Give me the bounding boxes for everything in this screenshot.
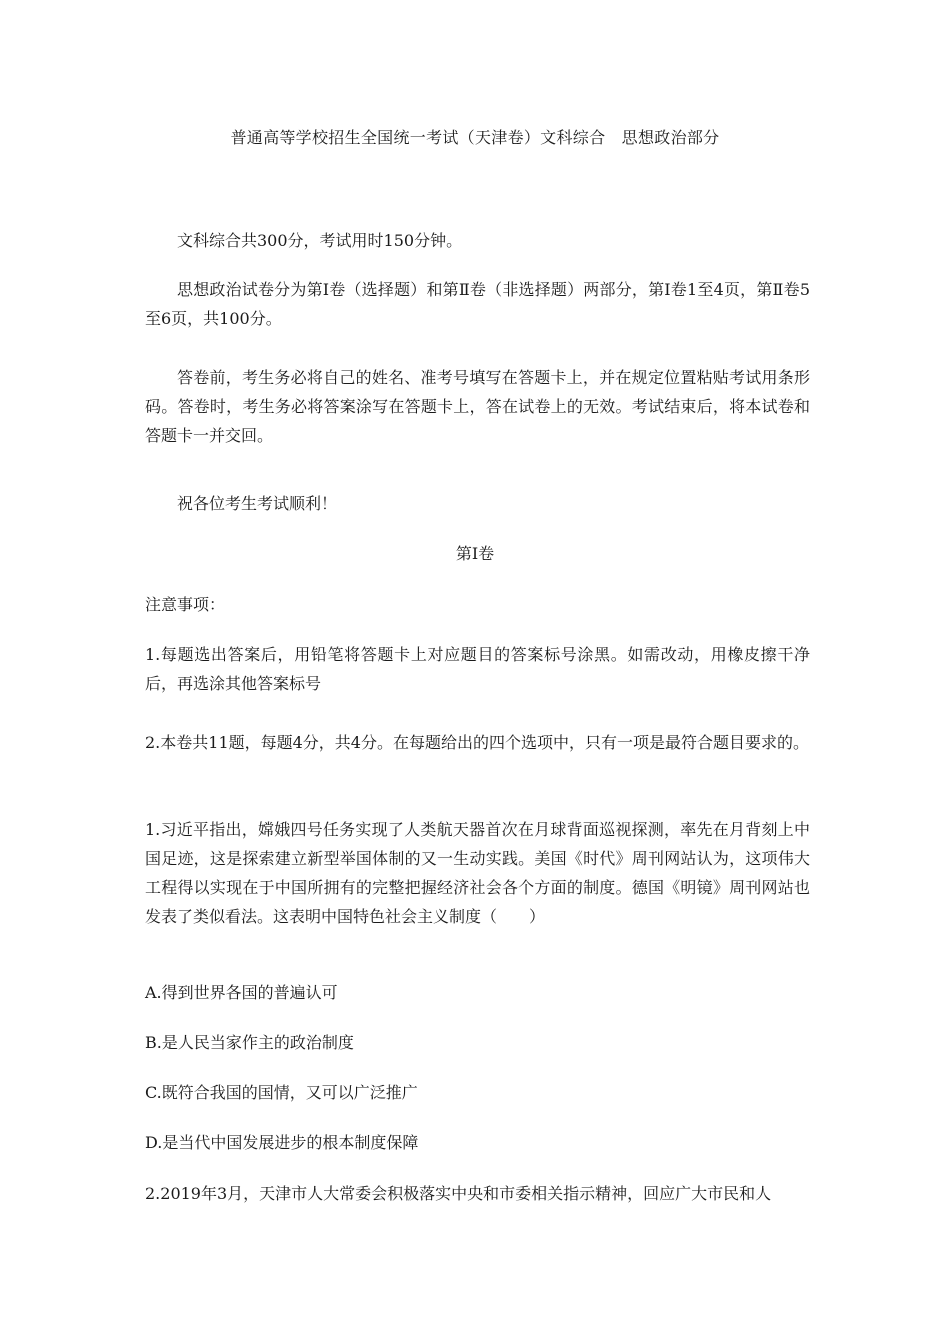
intro-instructions-paragraph: 答卷前，考生务必将自己的姓名、准考号填写在答题卡上，并在规定位置粘贴考试用条形码。答卷时，考生务必将答案涂写在答题卡上，答在试卷上的无效。考试结束后，将本试卷和答题卡一并交回。	[145, 368, 810, 445]
section-heading: 第Ⅰ卷	[455, 544, 495, 563]
notes-heading: 注意事项：	[145, 595, 226, 614]
question-1-option-c: C.既符合我国的国情，又可以广泛推广	[145, 1083, 418, 1102]
question-1-stem: 1.习近平指出，嫦娥四号任务实现了人类航天器首次在月球背面巡视探测，率先在月背刻上中国足迹，这是探索建立新型举国体制的又一生动实践。美国《时代》周刊网站认为，这项伟大工程得以实现在于中国所拥有的完整把握经济社会各个方面的制度。德国《明镜》周刊网站也发表了类似看法。这表明中国特色社会主义制度（ ）	[145, 820, 810, 926]
question-1-option-d: D.是当代中国发展进步的根本制度保障	[145, 1133, 419, 1152]
blessing-text: 祝各位考生考试顺利！	[177, 494, 338, 513]
intro-structure-paragraph: 思想政治试卷分为第Ⅰ卷（选择题）和第Ⅱ卷（非选择题）两部分，第Ⅰ卷1至4页，第Ⅱ卷5至6页，共100分。	[145, 280, 810, 328]
question-1-option-b: B.是人民当家作主的政治制度	[145, 1033, 354, 1052]
question-2-stem: 2.2019年3月，天津市人大常委会积极落实中央和市委相关指示精神，回应广大市民和人	[145, 1184, 772, 1203]
note-1: 1.每题选出答案后，用铅笔将答题卡上对应题目的答案标号涂黑。如需改动，用橡皮擦干净后，再选涂其他答案标号	[145, 645, 810, 693]
question-1-option-a: A.得到世界各国的普遍认可	[145, 983, 338, 1002]
note-2: 2.本卷共11题，每题4分，共4分。在每题给出的四个选项中，只有一项是最符合题目要求的。	[145, 733, 809, 752]
intro-time-paragraph: 文科综合共300分，考试用时150分钟。	[177, 231, 463, 250]
exam-title: 普通高等学校招生全国统一考试（天津卷）文科综合 思想政治部分	[230, 128, 720, 147]
